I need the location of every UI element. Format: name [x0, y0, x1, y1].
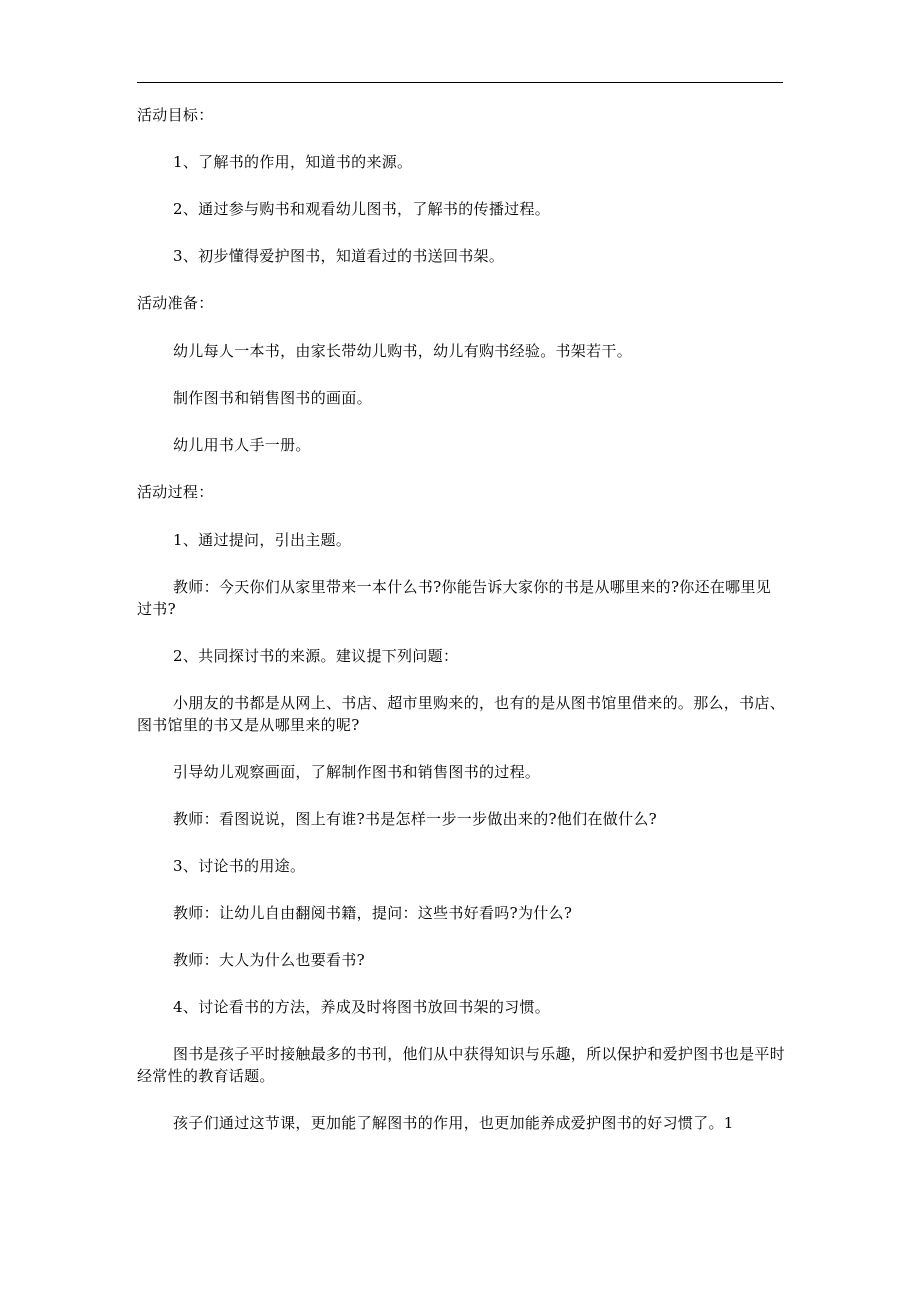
process-paragraph-8: 教师：让幼儿自由翻阅书籍，提问：这些书好看吗?为什么? [173, 904, 573, 922]
process-paragraph-3: 2、共同探讨书的来源。建议提下列问题： [173, 647, 459, 665]
process-paragraph-1: 1、通过提问，引出主题。 [173, 531, 352, 549]
process-paragraph-7: 3、讨论书的用途。 [173, 857, 306, 875]
section-heading-process: 活动过程： [137, 483, 214, 501]
goal-item-3: 3、初步懂得爱护图书，知道看过的书送回书架。 [173, 247, 505, 265]
process-paragraph-2: 教师：今天你们从家里带来一本什么书?你能告诉大家你的书是从哪里来的?你还在哪里见过书? [137, 578, 772, 618]
process-paragraph-11: 图书是孩子平时接触最多的书刊，他们从中获得知识与乐趣，所以保护和爱护图书也是平时经常性的教育话题。 [137, 1045, 786, 1085]
preparation-item-1: 幼儿每人一本书，由家长带幼儿购书，幼儿有购书经验。书架若干。 [173, 342, 633, 360]
document-body [137, 104, 785, 1134]
section-heading-preparation: 活动准备： [137, 294, 214, 312]
preparation-item-3: 幼儿用书人手一册。 [173, 436, 311, 454]
process-paragraph-6: 教师：看图说说，图上有谁?书是怎样一步一步做出来的?他们在做什么? [173, 810, 658, 828]
header-rule [137, 82, 783, 83]
process-paragraph-10: 4、讨论看书的方法，养成及时将图书放回书架的习惯。 [173, 998, 551, 1016]
goal-item-2: 2、通过参与购书和观看幼儿图书，了解书的传播过程。 [173, 200, 551, 218]
section-heading-goals: 活动目标： [137, 106, 214, 124]
process-paragraph-12: 孩子们通过这节课，更加能了解图书的作用，也更加能养成爱护图书的好习惯了。1 [173, 1114, 734, 1132]
process-paragraph-4: 小朋友的书都是从网上、书店、超市里购来的，也有的是从图书馆里借来的。那么，书店、图书馆里的书又是从哪里来的呢? [137, 694, 786, 734]
goal-item-1: 1、了解书的作用，知道书的来源。 [173, 153, 413, 171]
process-paragraph-5: 引导幼儿观察画面，了解制作图书和销售图书的过程。 [173, 763, 541, 781]
preparation-item-2: 制作图书和销售图书的画面。 [173, 389, 372, 407]
process-paragraph-9: 教师：大人为什么也要看书? [173, 951, 365, 969]
